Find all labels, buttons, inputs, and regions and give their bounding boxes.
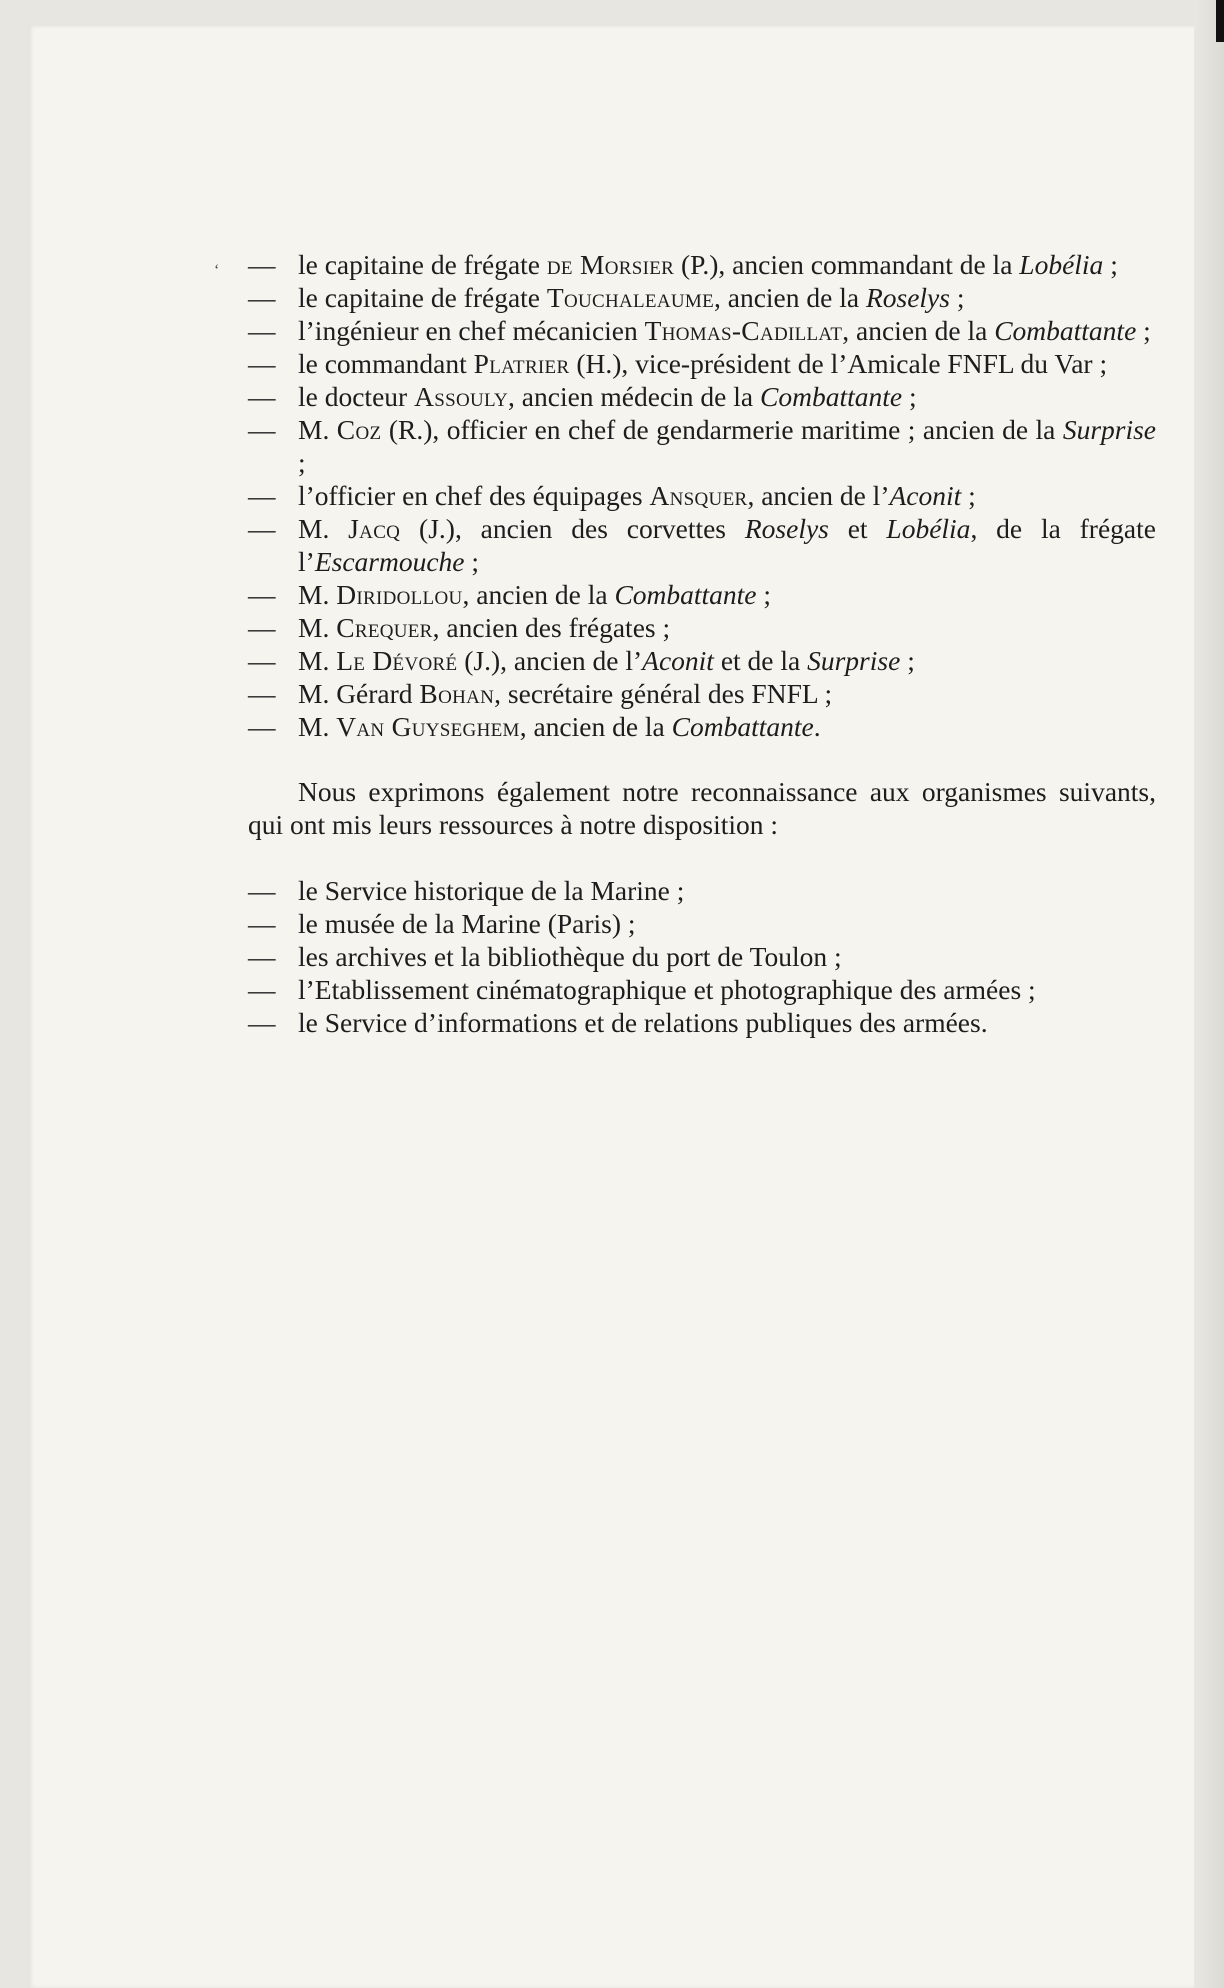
ship-name: Combattante: [614, 579, 757, 610]
personnel-item: [248, 611, 1156, 644]
organisation-text: le Service historique de la Marine ;: [298, 875, 685, 906]
ship-name: Escarmouche: [314, 546, 465, 577]
item-text: (J.), ancien des corvettes: [400, 513, 745, 544]
person-name: Assouly: [414, 381, 509, 412]
organisation-text: le Service d’informations et de relations publiques des armées.: [298, 1007, 988, 1038]
item-text: , ancien médecin de la: [508, 381, 760, 412]
organisation-item: [248, 973, 1156, 1006]
personnel-item: [248, 314, 1156, 347]
organisation-text: les archives et la bibliothèque du port de Toulon ;: [298, 941, 842, 972]
item-text: (P.), ancien commandant de la: [674, 249, 1020, 280]
organisation-list: [248, 874, 1156, 1039]
item-text: , ancien de l’: [747, 480, 890, 511]
list-dash: —: [248, 875, 276, 906]
item-text: ;: [756, 579, 772, 610]
item-text: , ancien de la: [519, 711, 672, 742]
personnel-item: [248, 413, 1156, 479]
item-text: ;: [1103, 249, 1118, 280]
list-dash: —: [248, 612, 276, 643]
organisation-item: [248, 1006, 1156, 1039]
personnel-item: [248, 710, 1156, 743]
corner-mark: [1216, 0, 1224, 42]
list-dash: —: [248, 414, 276, 445]
personnel-item: [248, 479, 1156, 512]
personnel-item: [248, 644, 1156, 677]
person-name: Jacq: [348, 513, 401, 544]
item-text: ;: [961, 480, 976, 511]
person-name: Platrier: [473, 348, 570, 379]
list-dash: —: [248, 348, 276, 379]
item-text: ;: [902, 381, 917, 412]
ship-name: Surprise: [807, 645, 901, 676]
item-text: l’officier en chef des équipages: [298, 480, 650, 511]
list-dash: —: [248, 941, 276, 972]
personnel-item: [248, 281, 1156, 314]
item-text: (R.), officier en chef de gendarmerie maritime ; ancien de la: [381, 414, 1063, 445]
item-text: le docteur: [298, 381, 415, 412]
item-text: ;: [298, 447, 306, 478]
page-edge: [1194, 0, 1224, 1988]
ship-name: Combattante: [760, 381, 903, 412]
acknowledgements-text: [248, 248, 1156, 1039]
ship-name: Aconit: [642, 645, 714, 676]
item-text: le capitaine de frégate: [298, 249, 547, 280]
item-text: , ancien de la: [462, 579, 615, 610]
organisation-item: [248, 907, 1156, 940]
list-dash: —: [248, 908, 276, 939]
acknowledgement-paragraph: Nous exprimons également notre reconnaissance aux organismes suivants, qui ont mis leurs ressources à notre disposition :: [248, 776, 1156, 840]
ship-name: Combattante: [671, 711, 814, 742]
personnel-item: [248, 578, 1156, 611]
organisation-text: le musée de la Marine (Paris) ;: [298, 908, 636, 939]
person-name: de Morsier: [546, 249, 675, 280]
item-text: , ancien de la: [714, 282, 866, 313]
person-name: Le Dévoré: [336, 645, 458, 676]
list-dash: —: [248, 645, 276, 676]
personnel-list: [248, 248, 1156, 743]
ship-name: Surprise: [1062, 414, 1157, 445]
person-name: Ansquer: [649, 480, 748, 511]
item-text: l’ingénieur en chef mécanicien: [298, 315, 645, 346]
personnel-item: [248, 248, 1156, 281]
item-text: ;: [1136, 315, 1151, 346]
list-dash: —: [248, 282, 276, 313]
item-text: (J.), ancien de l’: [457, 645, 643, 676]
person-name: Coz: [336, 414, 382, 445]
list-dash: —: [248, 315, 276, 346]
person-name: Thomas-Cadillat: [644, 315, 843, 346]
ship-name: Roselys: [744, 513, 829, 544]
person-name: Van Guyseghem: [336, 711, 520, 742]
item-text: M.: [298, 513, 349, 544]
ship-name: Roselys: [865, 282, 950, 313]
personnel-item: [248, 380, 1156, 413]
item-text: ;: [464, 546, 480, 577]
item-text: M.: [298, 645, 337, 676]
ship-name: Combattante: [994, 315, 1137, 346]
item-text: ;: [949, 282, 965, 313]
item-text: , de la frégate l’: [298, 513, 1156, 577]
list-dash: —: [248, 678, 276, 709]
item-text: M.: [298, 711, 337, 742]
organisation-text: l’Etablissement cinématographique et photographique des armées ;: [298, 974, 1036, 1005]
stray-mark: ‘: [214, 262, 220, 279]
person-name: Diridollou: [336, 579, 463, 610]
item-text: , secrétaire général des FNFL ;: [494, 678, 833, 709]
ship-name: Lobélia: [1019, 249, 1104, 280]
item-text: ;: [900, 645, 915, 676]
personnel-item: [248, 677, 1156, 710]
item-text: M. Gérard: [298, 678, 420, 709]
personnel-item: [248, 347, 1156, 380]
ship-name: Aconit: [889, 480, 962, 511]
item-text: M.: [298, 612, 337, 643]
list-dash: —: [248, 513, 276, 544]
page: [28, 26, 1194, 1988]
person-name: Crequer: [336, 612, 433, 643]
ship-name: Lobélia: [886, 513, 971, 544]
item-text: M.: [298, 579, 337, 610]
item-text: , ancien des frégates ;: [432, 612, 671, 643]
item-text: (H.), vice-président de l’Amicale FNFL du Var ;: [569, 348, 1108, 379]
list-dash: —: [248, 381, 276, 412]
item-text: , ancien de la: [842, 315, 995, 346]
list-dash: —: [248, 974, 276, 1005]
organisation-item: [248, 940, 1156, 973]
list-dash: —: [248, 1007, 276, 1038]
item-text: le commandant: [298, 348, 474, 379]
person-name: Touchaleaume: [546, 282, 714, 313]
list-dash: —: [248, 579, 276, 610]
personnel-item: [248, 512, 1156, 578]
item-text: et: [828, 513, 887, 544]
item-text: .: [813, 711, 821, 742]
item-text: M.: [298, 414, 337, 445]
list-dash: —: [248, 711, 276, 742]
list-dash: —: [248, 480, 276, 511]
item-text: le capitaine de frégate: [298, 282, 547, 313]
organisation-item: [248, 874, 1156, 907]
item-text: et de la: [713, 645, 808, 676]
list-dash: —: [248, 249, 276, 280]
person-name: Bohan: [419, 678, 495, 709]
